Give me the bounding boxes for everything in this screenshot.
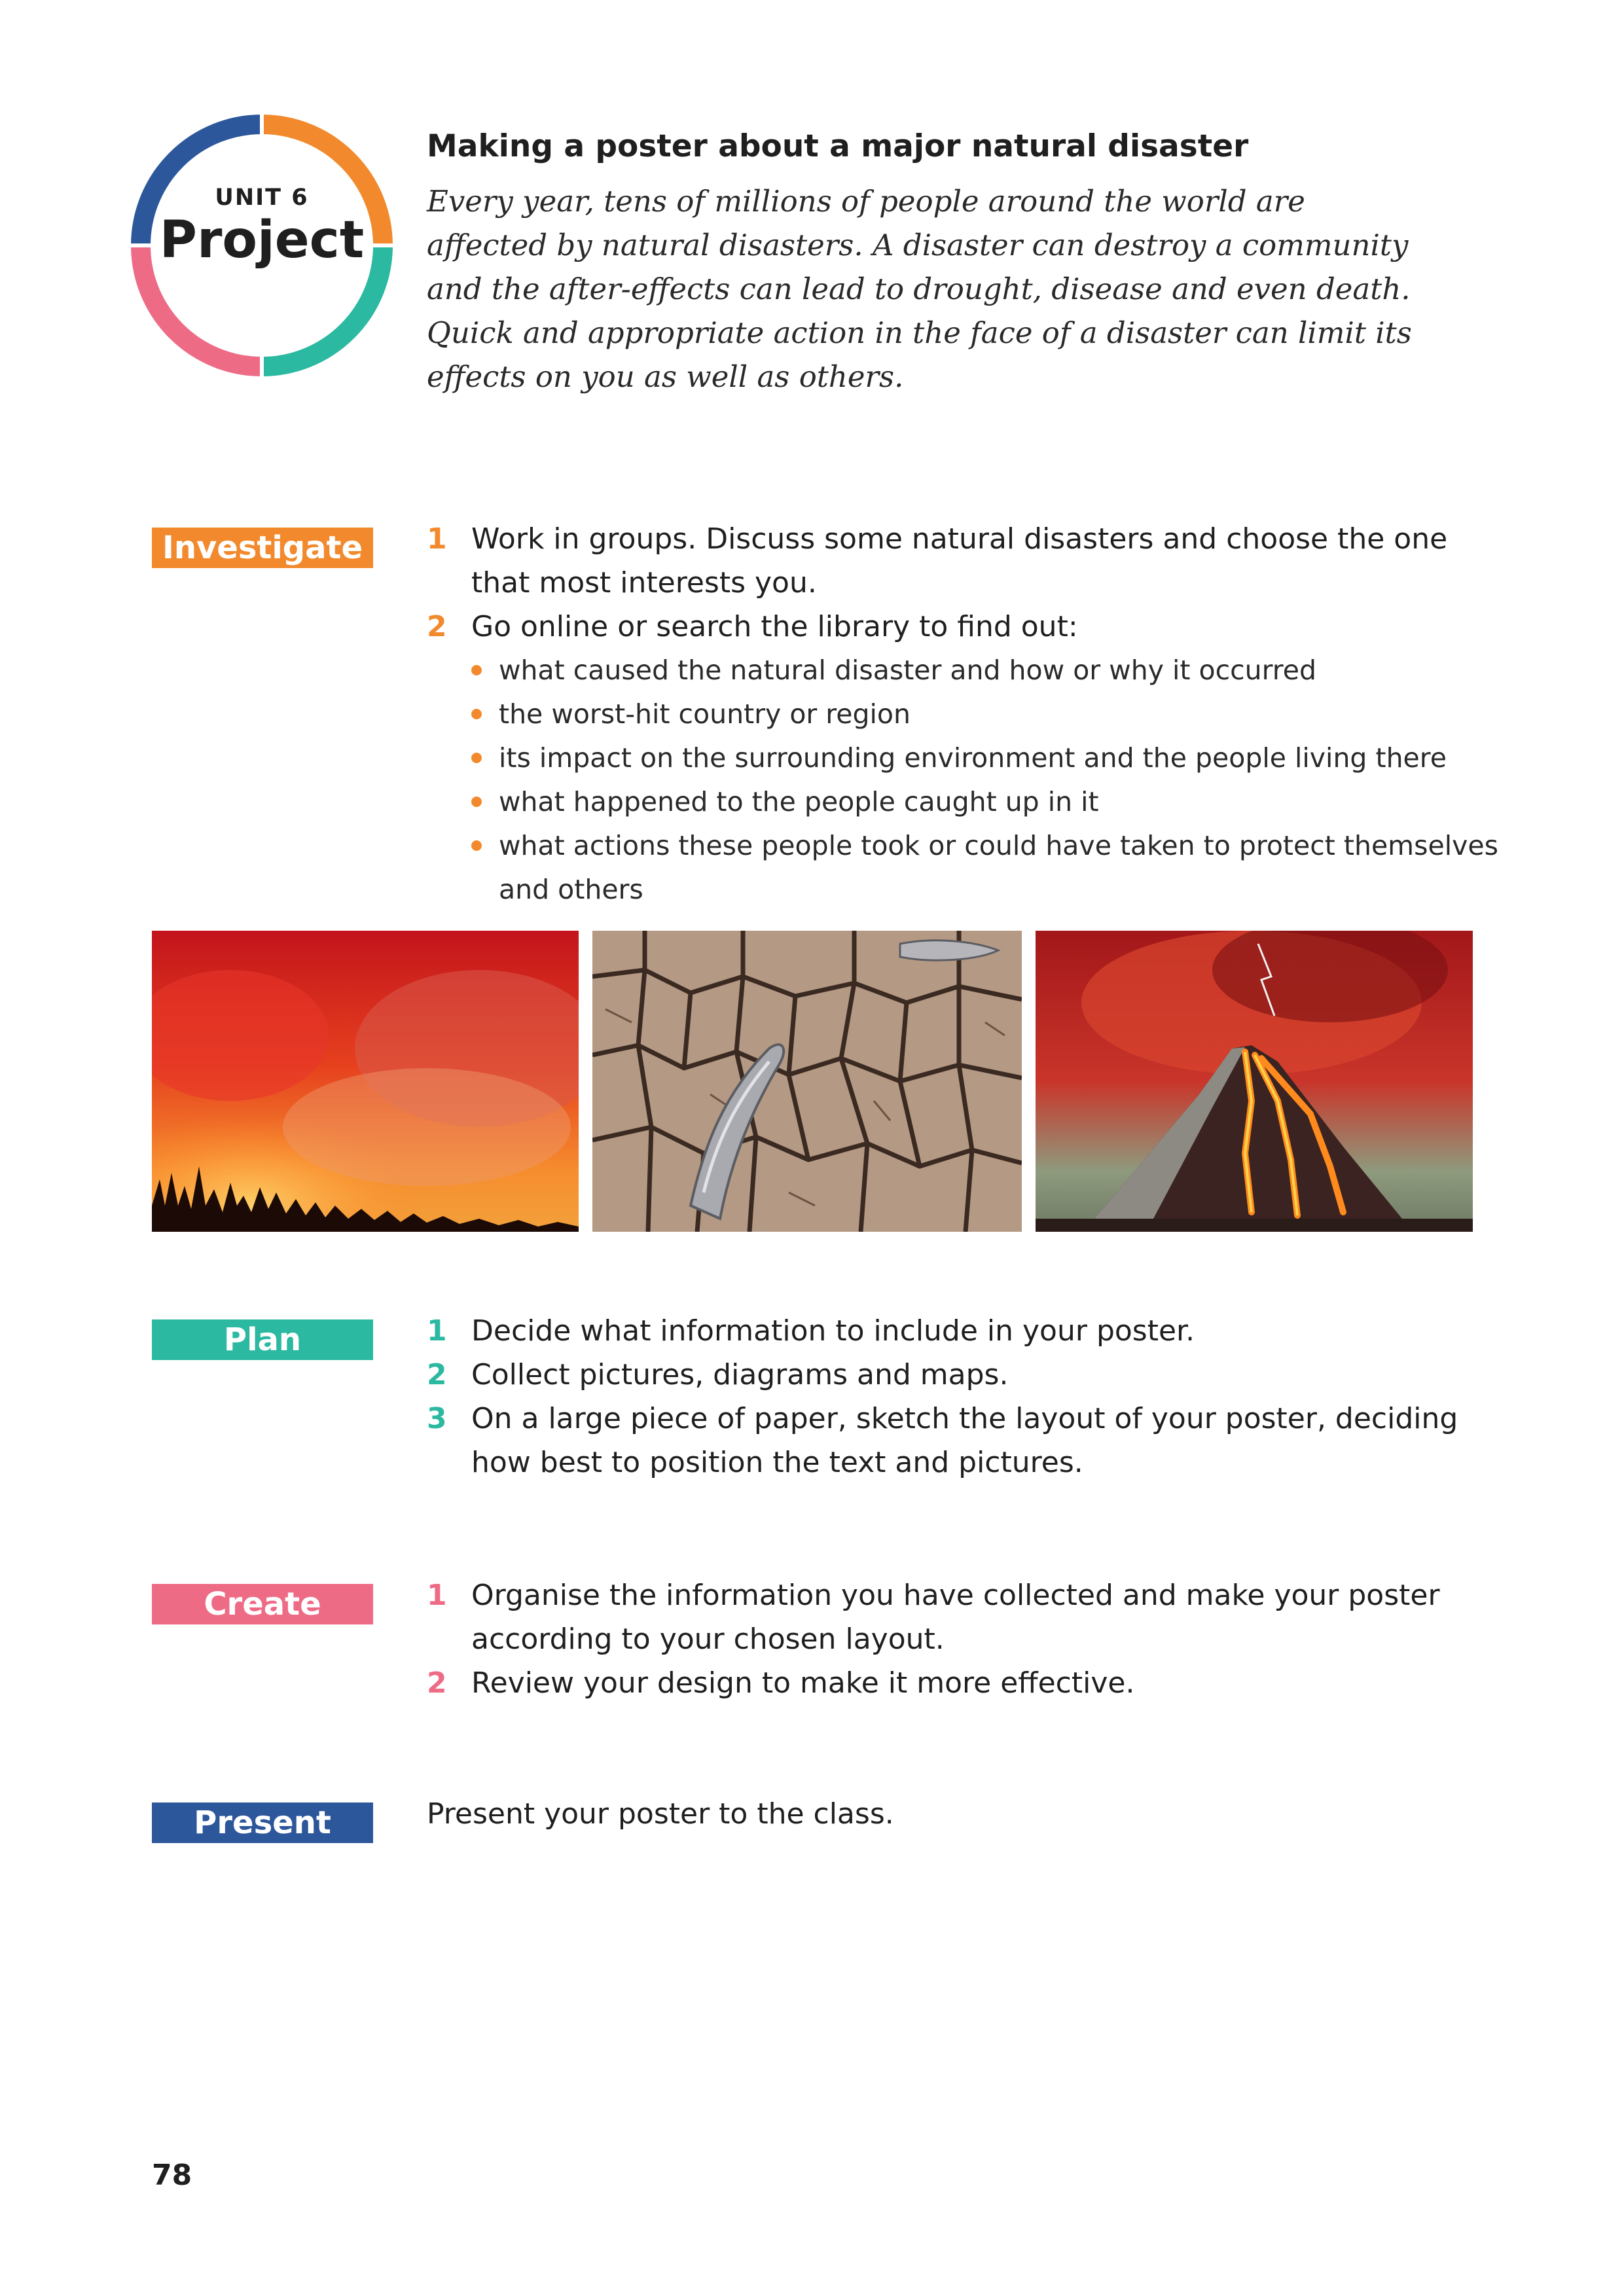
- plan-step-2: [427, 1353, 1500, 1397]
- step-text: Collect pictures, diagrams and maps.: [471, 1358, 1009, 1391]
- investigate-steps: [427, 517, 1500, 912]
- step-text: Review your design to make it more effective.: [471, 1666, 1135, 1700]
- unit-label: UNIT 6: [215, 185, 309, 211]
- bullet-item: its impact on the surrounding environment and the people living there: [471, 736, 1500, 780]
- step-text: Go online or search the library to find out:: [471, 610, 1078, 643]
- step-number: 1: [427, 522, 447, 556]
- section-tag-investigate: Investigate: [152, 528, 373, 568]
- research-bullets: [471, 649, 1500, 912]
- plan-step-3: [427, 1397, 1500, 1484]
- erupting-volcano-photo: [1036, 931, 1473, 1232]
- step-text: Organise the information you have collected and make your poster according to your chosen layout.: [471, 1579, 1440, 1656]
- investigate-step-2: [427, 605, 1500, 912]
- section-tag-plan: Plan: [152, 1319, 373, 1360]
- step-number: 1: [427, 1314, 447, 1348]
- investigate-step-1: [427, 517, 1500, 605]
- section-tag-create: Create: [152, 1584, 373, 1624]
- page-title: Making a poster about a major natural disaster: [427, 128, 1249, 164]
- bullet-icon: [471, 840, 482, 851]
- create-step-2: [427, 1661, 1500, 1705]
- create-steps: [427, 1573, 1500, 1705]
- bullet-icon: [471, 709, 482, 719]
- plan-step-1: [427, 1309, 1500, 1353]
- unit-title: Project: [159, 211, 365, 270]
- bullet-item: what actions these people took or could have taken to protect themselves and others: [471, 824, 1500, 912]
- plan-steps: [427, 1309, 1500, 1484]
- bullet-item: what happened to the people caught up in it: [471, 780, 1500, 824]
- step-number: 2: [427, 610, 447, 643]
- bullet-icon: [471, 797, 482, 807]
- present-text: Present your poster to the class.: [427, 1797, 894, 1831]
- step-number: 3: [427, 1402, 447, 1435]
- step-text: Work in groups. Discuss some natural disasters and choose the one that most interests you.: [471, 522, 1448, 600]
- bullet-item: what caused the natural disaster and how or why it occurred: [471, 649, 1500, 692]
- forest-fire-photo: [152, 931, 579, 1232]
- step-text: Decide what information to include in your poster.: [471, 1314, 1195, 1348]
- step-number: 2: [427, 1358, 447, 1391]
- step-number: 2: [427, 1666, 447, 1700]
- section-tag-present: Present: [152, 1803, 373, 1843]
- drought-cracked-earth-photo: [592, 931, 1022, 1232]
- bullet-icon: [471, 665, 482, 675]
- bullet-item: the worst-hit country or region: [471, 692, 1500, 736]
- intro-paragraph: Every year, tens of millions of people around the world are affected by natural disasters. A disaster can destroy a community and the after-effects can lead to drought, disease and even death. Quick and appropriate action in the face of a disaster can limit its effects on you as well as others.: [427, 184, 1412, 394]
- bullet-icon: [471, 753, 482, 763]
- page-number: 78: [152, 2159, 192, 2192]
- create-step-1: [427, 1573, 1500, 1661]
- step-number: 1: [427, 1579, 447, 1612]
- step-text: On a large piece of paper, sketch the layout of your poster, deciding how best to position the text and pictures.: [471, 1402, 1458, 1479]
